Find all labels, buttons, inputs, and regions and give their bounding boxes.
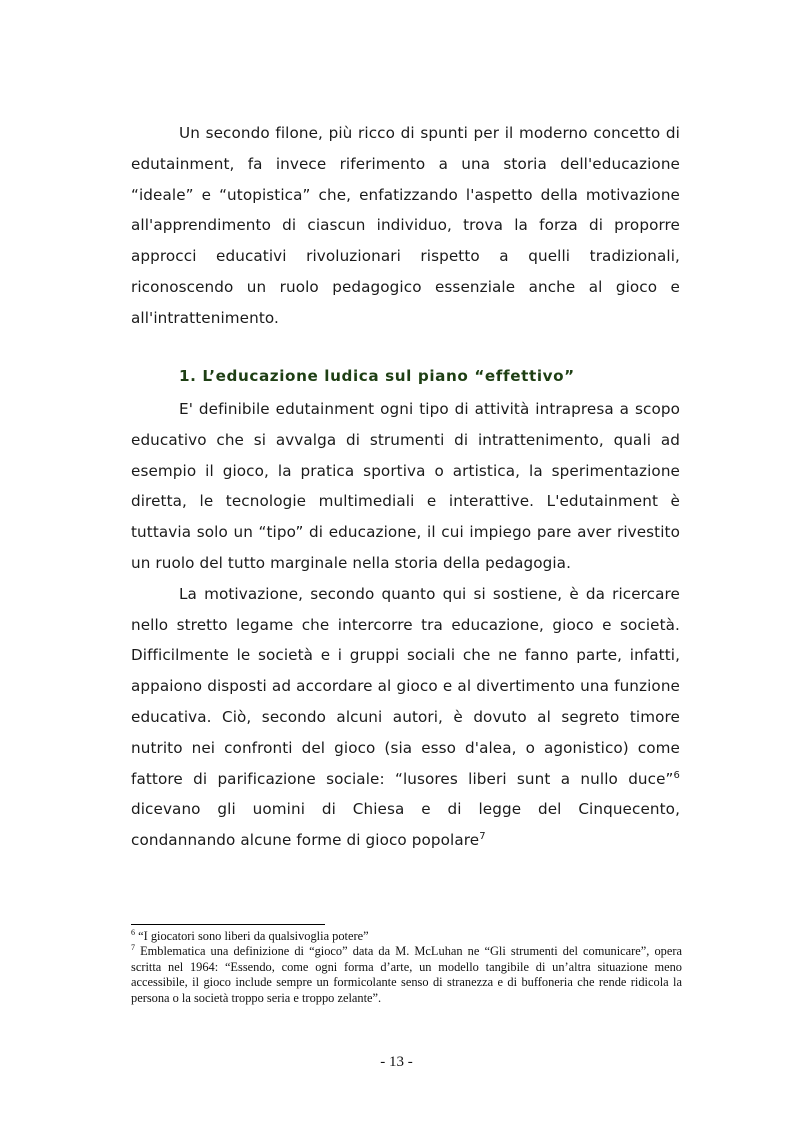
page-number: - 13 - — [380, 1054, 413, 1070]
footnote-6-text: “I giocatori sono liberi da qualsivoglia potere” — [135, 929, 369, 943]
intro-section — [131, 118, 680, 334]
paragraph-intro: Un secondo filone, più ricco di spunti per il moderno concetto di edutainment, fa invece riferimento a una storia dell'educazione “ideale” e “utopistica” che, enfatizzando l'aspetto della motivazione all'apprendimento di ciascun individuo, trova la forza di proporre approcci educativi rivoluzionari rispetto a quelli tradizionali, riconoscendo un ruolo pedagogico essenziale anche al gioco e all'intrattenimento. — [131, 124, 680, 327]
paragraph-motivation-text-2: dicevano gli uomini di Chiesa e di legge del Cinquecento, condannando alcune forme di gioco popolare — [131, 800, 680, 850]
footnotes — [131, 929, 682, 1006]
footnote-ref-6[interactable]: 6 — [673, 769, 680, 781]
footnote-ref-7[interactable]: 7 — [479, 831, 486, 843]
footnote-7 — [131, 944, 682, 1006]
footnote-separator — [131, 924, 325, 925]
paragraph-definition: E' definibile edutainment ogni tipo di attività intrapresa a scopo educativo che si avvalga di strumenti di intrattenimento, quali ad esempio il gioco, la pratica sportiva o artistica, la sperimentazione diretta, le tecnologie multimediali e interattive. L'edutainment è tuttavia solo un “tipo” di educazione, il cui impiego pare aver rivestito un ruolo del tutto marginale nella storia della pedagogia. — [131, 400, 680, 572]
footnote-6-number: 6 — [131, 928, 135, 937]
paragraph-motivation — [131, 579, 680, 856]
section-body — [131, 394, 680, 856]
section-heading: 1. L’educazione ludica sul piano “effettivo” — [179, 367, 575, 385]
footnote-7-text: Emblematica una definizione di “gioco” data da M. McLuhan ne “Gli strumenti del comunicare”, opera scritta nel 1964: “Essendo, come ogni forma d’arte, un modello tangibile di un’altra situazione meno accessibile, il gioco include sempre un formicolante senso di stranezza e di buffoneria che rende ridicola la persona o la società troppo seria e troppo zelante”. — [131, 944, 682, 1005]
footnote-7-number: 7 — [131, 943, 135, 953]
footnote-6 — [131, 929, 682, 944]
paragraph-motivation-text-1: La motivazione, secondo quanto qui si sostiene, è da ricercare nello stretto legame che intercorre tra educazione, gioco e società. Difficilmente le società e i gruppi sociali che ne fanno parte, infatti, appaiono disposti ad accordare al gioco e al divertimento una funzione educativa. Ciò, secondo alcuni autori, è dovuto al segreto timore nutrito nei confronti del gioco (sia esso d'alea, o agonistico) come fattore di parificazione sociale: “lusores liberi sunt a nullo duce” — [131, 584, 680, 788]
